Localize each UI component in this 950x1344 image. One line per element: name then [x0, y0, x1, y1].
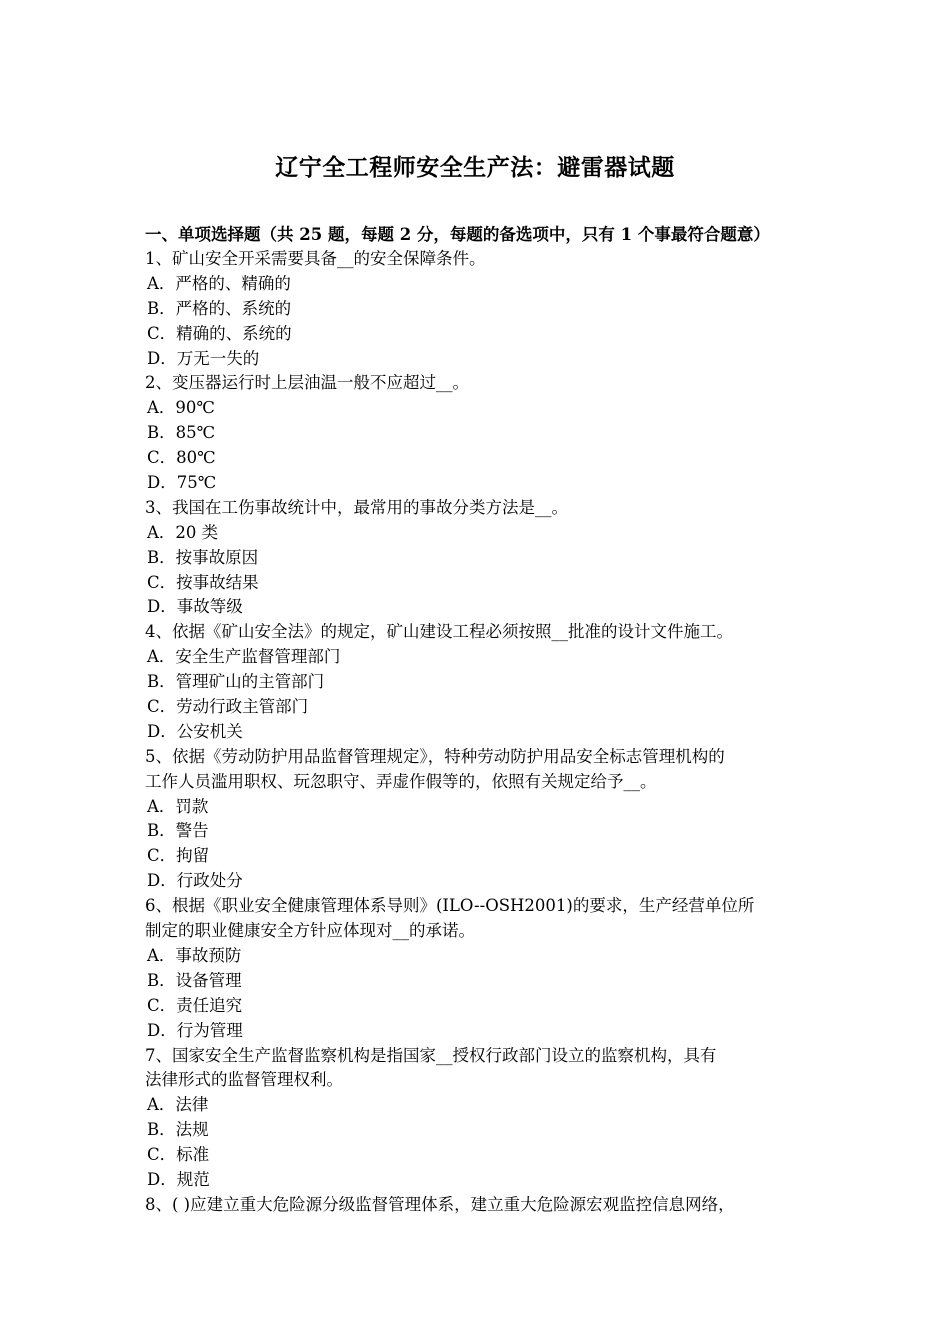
question-block	[145, 247, 813, 371]
question-stem: 8、( )应建立重大危险源分级监督管理体系，建立重大危险源宏观监控信息网络，	[145, 1194, 735, 1214]
question-block	[145, 894, 813, 1043]
answer-option: A．罚款	[147, 796, 209, 816]
answer-option: C．按事故结果	[147, 572, 259, 592]
answer-option: C．劳动行政主管部门	[147, 697, 309, 717]
question-stem: 7、国家安全生产监督监察机构是指国家__授权行政部门设立的监察机构，具有	[145, 1045, 717, 1065]
document-body	[145, 222, 813, 1218]
answer-option: C．拘留	[147, 846, 210, 866]
question-block	[145, 496, 813, 620]
question-stem: 3、我国在工伤事故统计中，最常用的事故分类方法是__。	[145, 497, 568, 517]
answer-option: A．90℃	[147, 398, 215, 418]
answer-option: C．80℃	[147, 448, 216, 468]
section-heading: 一、单项选择题（共 25 题，每题 2 分，每题的备选项中，只有 1 个事最符合题意）	[145, 225, 770, 244]
answer-option: D．行政处分	[147, 871, 243, 891]
answer-option: A．安全生产监督管理部门	[147, 647, 341, 667]
question-stem: 法律形式的监督管理权利。	[145, 1070, 343, 1090]
answer-option: D．75℃	[147, 473, 217, 493]
question-block	[145, 745, 813, 894]
question-block	[145, 1193, 813, 1218]
question-block	[145, 620, 813, 744]
answer-option: C．精确的、系统的	[147, 323, 292, 343]
question-block	[145, 371, 813, 495]
question-stem: 4、依据《矿山安全法》的规定，矿山建设工程必须按照__批准的设计文件施工。	[145, 622, 733, 642]
answer-option: B．管理矿山的主管部门	[147, 672, 325, 692]
answer-option: D．规范	[147, 1169, 210, 1189]
question-stem: 2、变压器运行时上层油温一般不应超过__。	[145, 373, 469, 393]
question-stem: 1、矿山安全开采需要具备__的安全保障条件。	[145, 249, 486, 268]
answer-option: B．严格的、系统的	[147, 298, 292, 318]
answer-option: A．20 类	[147, 522, 219, 542]
answer-option: C．责任追究	[147, 995, 243, 1015]
answer-option: B．警告	[147, 821, 209, 841]
question-block	[145, 1044, 813, 1193]
document-title: 辽宁全工程师安全生产法：避雷器试题	[275, 154, 675, 181]
answer-option: B．法规	[147, 1120, 209, 1140]
answer-option: A．事故预防	[147, 945, 242, 965]
question-stem: 6、根据《职业安全健康管理体系导则》(ILO--OSH2001)的要求，生产经营单位所	[145, 896, 755, 916]
answer-option: A．严格的、精确的	[147, 273, 291, 293]
answer-option: C．标准	[147, 1145, 210, 1165]
answer-option: D．万无一失的	[147, 348, 260, 368]
answer-option: D．行为管理	[147, 1020, 243, 1040]
answer-option: B．按事故原因	[147, 547, 259, 567]
question-stem: 工作人员滥用职权、玩忽职守、弄虚作假等的，依照有关规定给予__。	[145, 771, 657, 791]
question-stem: 制定的职业健康安全方针应体现对__的承诺。	[145, 921, 475, 941]
answer-option: A．法律	[147, 1095, 209, 1115]
question-list	[145, 247, 813, 1218]
answer-option: D．事故等级	[147, 597, 243, 617]
answer-option: D．公安机关	[147, 721, 243, 741]
answer-option: B．85℃	[147, 423, 216, 443]
question-stem: 5、依据《劳动防护用品监督管理规定》，特种劳动防护用品安全标志管理机构的	[145, 746, 725, 766]
answer-option: B．设备管理	[147, 970, 242, 990]
